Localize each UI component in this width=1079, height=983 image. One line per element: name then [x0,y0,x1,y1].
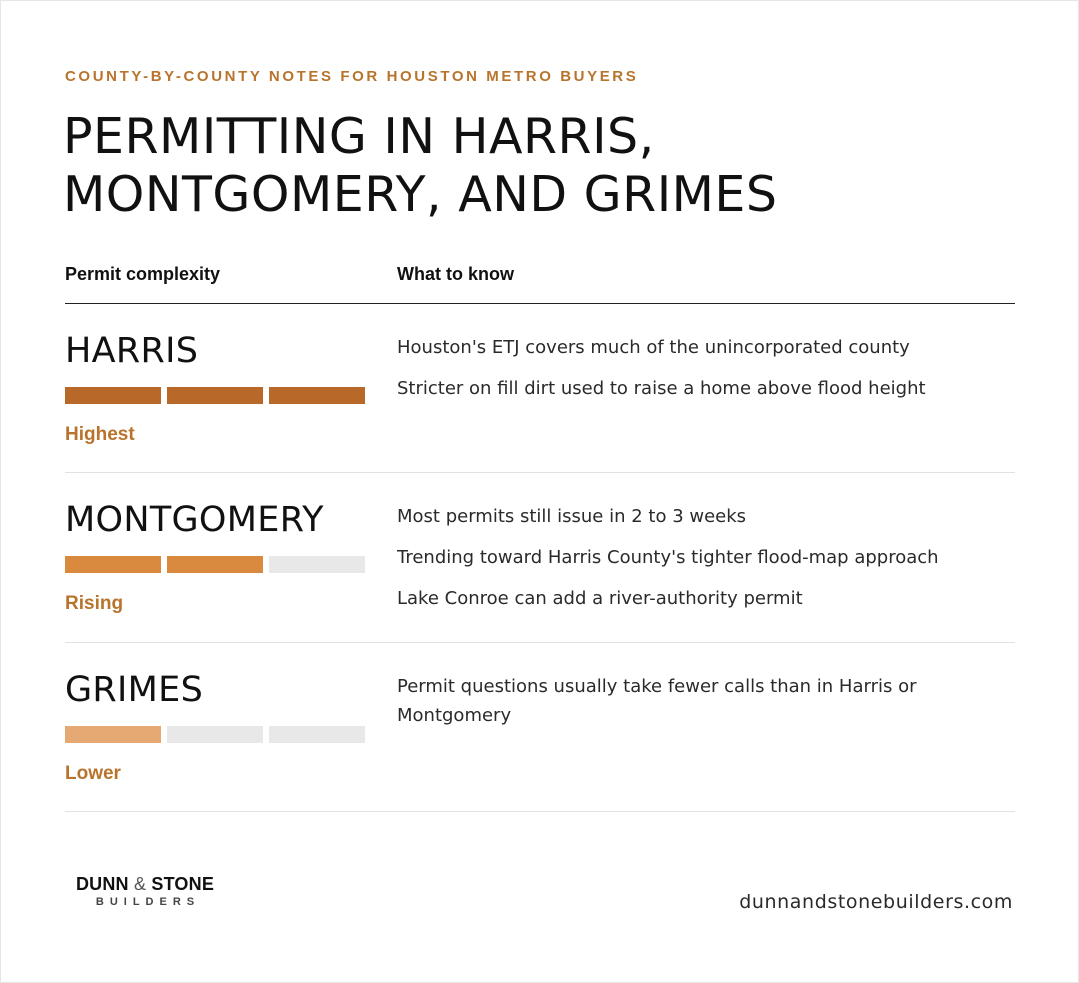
complexity-segment [65,556,161,573]
notes-grimes [397,672,957,742]
complexity-segment [269,726,365,743]
column-header-notes: What to know [397,264,514,284]
county-name: GRIMES [65,670,204,710]
row-divider [65,811,1015,812]
complexity-meter [65,726,385,743]
logo-word-b: STONE [151,874,215,894]
note-item: Houston's ETJ covers much of the unincorporated county [397,337,910,358]
complexity-level: Highest [65,424,135,445]
complexity-segment [167,726,263,743]
note-item: Stricter on fill dirt used to raise a home above flood height [397,378,926,399]
note-item: Trending toward Harris County's tighter flood-map approach [397,547,939,568]
eyebrow-text: COUNTY-BY-COUNTY NOTES FOR HOUSTON METRO BUYERS [65,68,639,85]
complexity-segment [167,556,263,573]
logo-wordmark [65,874,225,895]
row-divider [65,642,1015,643]
company-logo [65,874,225,908]
complexity-segment [269,556,365,573]
page-title: PERMITTING IN HARRIS, MONTGOMERY, AND GRIMES [63,108,778,223]
complexity-segment [65,726,161,743]
note-item: Permit questions usually take fewer calls than in Harris or Montgomery [397,676,917,726]
complexity-segment [269,387,365,404]
column-header-complexity: Permit complexity [65,264,221,284]
notes-montgomery [397,502,1007,625]
logo-word-a: DUNN [75,874,129,894]
complexity-level: Lower [65,763,121,784]
header-divider [65,303,1015,304]
row-divider [65,472,1015,473]
note-item: Lake Conroe can add a river-authority permit [397,588,803,609]
county-name: HARRIS [65,331,199,371]
logo-ampersand: & [133,874,147,894]
complexity-level: Rising [65,593,124,614]
complexity-segment [65,387,161,404]
logo-subtitle: BUILDERS [95,896,201,908]
complexity-meter [65,387,385,404]
county-harris [65,331,385,446]
notes-harris [397,333,1007,415]
county-grimes [65,670,385,785]
complexity-segment [167,387,263,404]
website-url[interactable]: dunnandstonebuilders.com [739,891,1013,913]
note-item: Most permits still issue in 2 to 3 weeks [397,506,747,527]
county-name: MONTGOMERY [65,500,324,540]
complexity-meter [65,556,385,573]
county-montgomery [65,500,385,615]
